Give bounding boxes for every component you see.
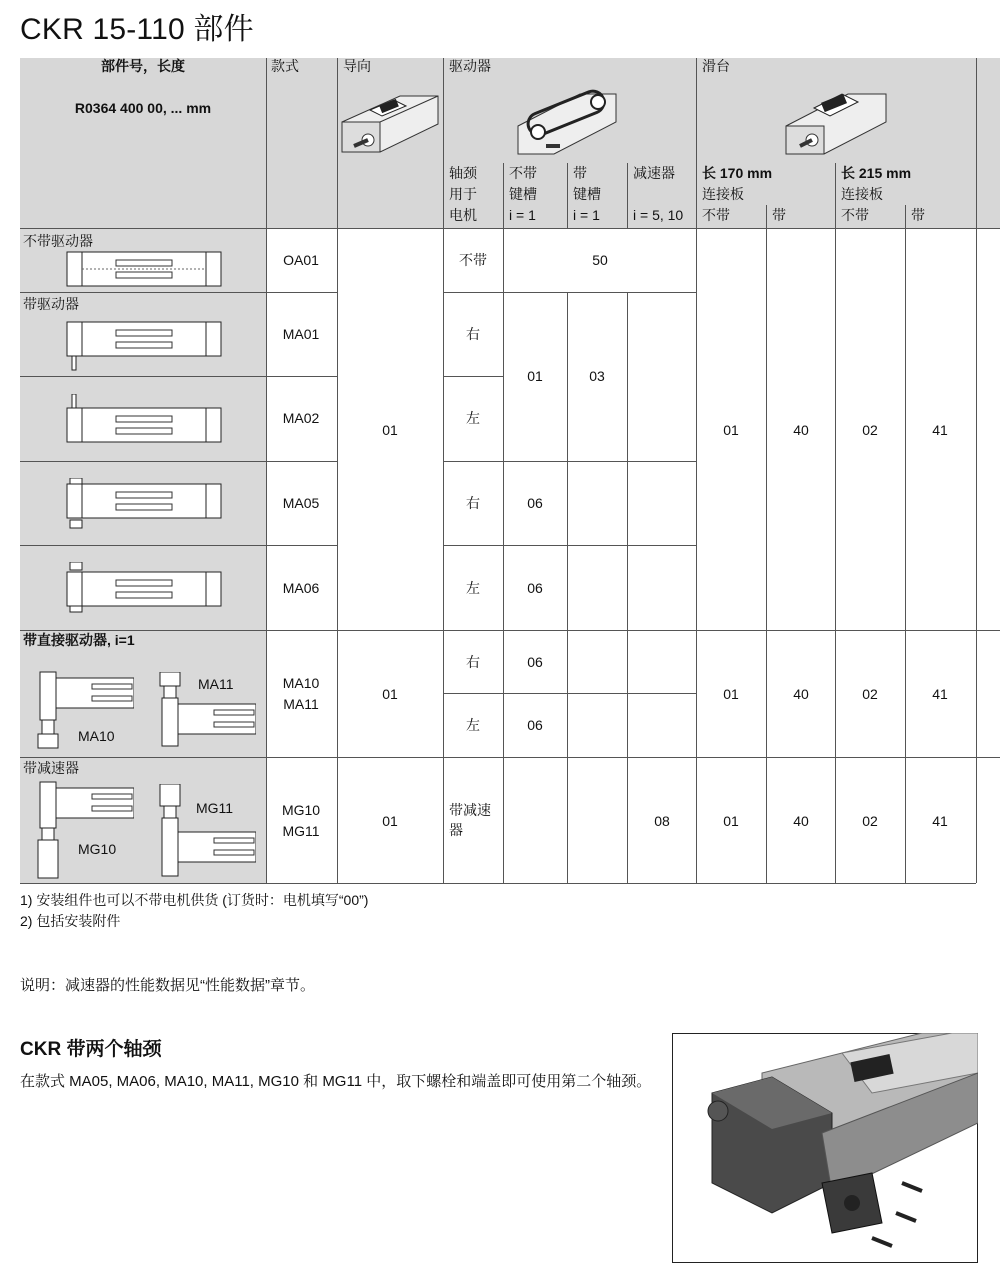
guide-code-reducer: 01 xyxy=(382,813,398,829)
note-text: 说明：减速器的性能数据见“性能数据”章节。 xyxy=(20,977,315,994)
footnote-2: 2) 包括安装附件 xyxy=(20,913,121,929)
header-nokey-3: i = 1 xyxy=(509,207,536,223)
style-ma05: MA05 xyxy=(282,495,320,511)
ma02-drawing xyxy=(66,394,222,446)
style-mg10: MG10 xyxy=(281,802,321,818)
code-mg10-reducer: 08 xyxy=(654,813,670,829)
header-style: 款式 xyxy=(271,58,299,74)
section-no-drive: 不带驱动器 xyxy=(23,233,93,249)
carriage-main-c1: 01 xyxy=(723,422,739,438)
section-direct-drive: 带直接驱动器, i=1 xyxy=(23,632,135,648)
header-key-3: i = 1 xyxy=(573,207,600,223)
shaft-ma10-r: 右 xyxy=(466,654,480,670)
header-drive: 驱动器 xyxy=(449,58,491,74)
carriage-direct-c3: 02 xyxy=(862,686,878,702)
code-ma10-r: 06 xyxy=(527,654,543,670)
carriage-reducer-c3: 02 xyxy=(862,813,878,829)
code-ma06: 06 xyxy=(527,580,543,596)
shaft-mg10: 带减速器 xyxy=(449,802,491,838)
header-len215: 长 215 mm xyxy=(841,165,912,181)
header-with-1: 带 xyxy=(772,207,786,223)
header-len170: 长 170 mm xyxy=(702,165,773,181)
section-with-reducer: 带减速器 xyxy=(23,760,79,776)
carriage-reducer-c2: 40 xyxy=(793,813,809,829)
header-len170-plate: 连接板 xyxy=(702,186,744,202)
style-ma11: MA11 xyxy=(283,696,319,712)
section2-text: 在款式 MA05, MA06, MA10, MA11, MG10 和 MG11 中，取下螺栓和端盖即可使用第二个轴颈。 xyxy=(20,1073,652,1090)
code-ma0102-nokey: 01 xyxy=(527,368,543,384)
header-shaft-3: 电机 xyxy=(449,207,477,223)
shaft-ma06: 左 xyxy=(466,580,480,596)
header-part-no: 部件号，长度 xyxy=(101,58,185,74)
second-shaft-illustration xyxy=(672,1033,978,1263)
code-ma0102-key: 03 xyxy=(589,368,605,384)
header-nokey-1: 不带 xyxy=(509,165,537,181)
page-title: CKR 15-110 部件 xyxy=(20,13,254,46)
header-key-2: 键槽 xyxy=(573,186,601,202)
code-ma10-l: 06 xyxy=(527,717,543,733)
carriage-direct-c1: 01 xyxy=(723,686,739,702)
mg10-drawing xyxy=(34,780,134,880)
drive-illustration xyxy=(516,82,620,158)
style-oa01: OA01 xyxy=(283,252,319,268)
header-shaft-2: 用于 xyxy=(449,186,477,202)
header-carriage: 滑台 xyxy=(702,58,730,74)
ma06-drawing xyxy=(66,562,222,614)
carriage-reducer-c4: 41 xyxy=(932,813,948,829)
code-oa01: 50 xyxy=(592,252,608,268)
footnote-1: 1) 安装组件也可以不带电机供货 (订货时：电机填写“00”) xyxy=(20,892,369,908)
carriage-direct-c2: 40 xyxy=(793,686,809,702)
carriage-illustration xyxy=(784,82,890,158)
ma11-img-label: MA11 xyxy=(198,676,234,692)
header-shaft-1: 轴颈 xyxy=(449,165,477,181)
mg10-img-label: MG10 xyxy=(78,841,117,857)
carriage-reducer-c1: 01 xyxy=(723,813,739,829)
shaft-oa01: 不带 xyxy=(459,252,487,268)
ma05-drawing xyxy=(66,478,222,530)
header-reducer-2: i = 5, 10 xyxy=(633,207,684,223)
shaft-ma05: 右 xyxy=(466,495,480,511)
style-mg11: MG11 xyxy=(282,823,320,839)
header-nokey-2: 键槽 xyxy=(509,186,537,202)
header-key-1: 带 xyxy=(573,165,587,181)
mg11-img-label: MG11 xyxy=(196,800,234,816)
shaft-ma10-l: 左 xyxy=(466,717,480,733)
shaft-ma01: 右 xyxy=(466,326,480,342)
style-ma01: MA01 xyxy=(282,326,320,342)
oa01-drawing xyxy=(66,250,222,288)
carriage-main-c4: 41 xyxy=(932,422,948,438)
shaft-ma02: 左 xyxy=(466,410,480,426)
section-with-drive: 带驱动器 xyxy=(23,296,79,312)
style-ma02: MA02 xyxy=(282,410,320,426)
header-without-2: 不带 xyxy=(841,207,869,223)
section2-title: CKR 带两个轴颈 xyxy=(20,1039,162,1060)
code-ma05: 06 xyxy=(527,495,543,511)
ma10-img-label: MA10 xyxy=(78,728,115,744)
header-without-1: 不带 xyxy=(702,207,730,223)
guide-code-direct: 01 xyxy=(382,686,398,702)
header-with-2: 带 xyxy=(911,207,925,223)
header-guide: 导向 xyxy=(343,58,371,74)
guide-illustration xyxy=(340,82,442,158)
header-part-code: R0364 400 00, ... mm xyxy=(74,100,212,116)
style-ma06: MA06 xyxy=(282,580,320,596)
carriage-main-c3: 02 xyxy=(862,422,878,438)
header-reducer-1: 减速器 xyxy=(633,165,675,181)
carriage-direct-c4: 41 xyxy=(932,686,948,702)
ma01-drawing xyxy=(66,320,222,372)
style-ma10: MA10 xyxy=(282,675,320,691)
carriage-main-c2: 40 xyxy=(793,422,809,438)
guide-code-main: 01 xyxy=(382,422,398,438)
header-len215-plate: 连接板 xyxy=(841,186,883,202)
